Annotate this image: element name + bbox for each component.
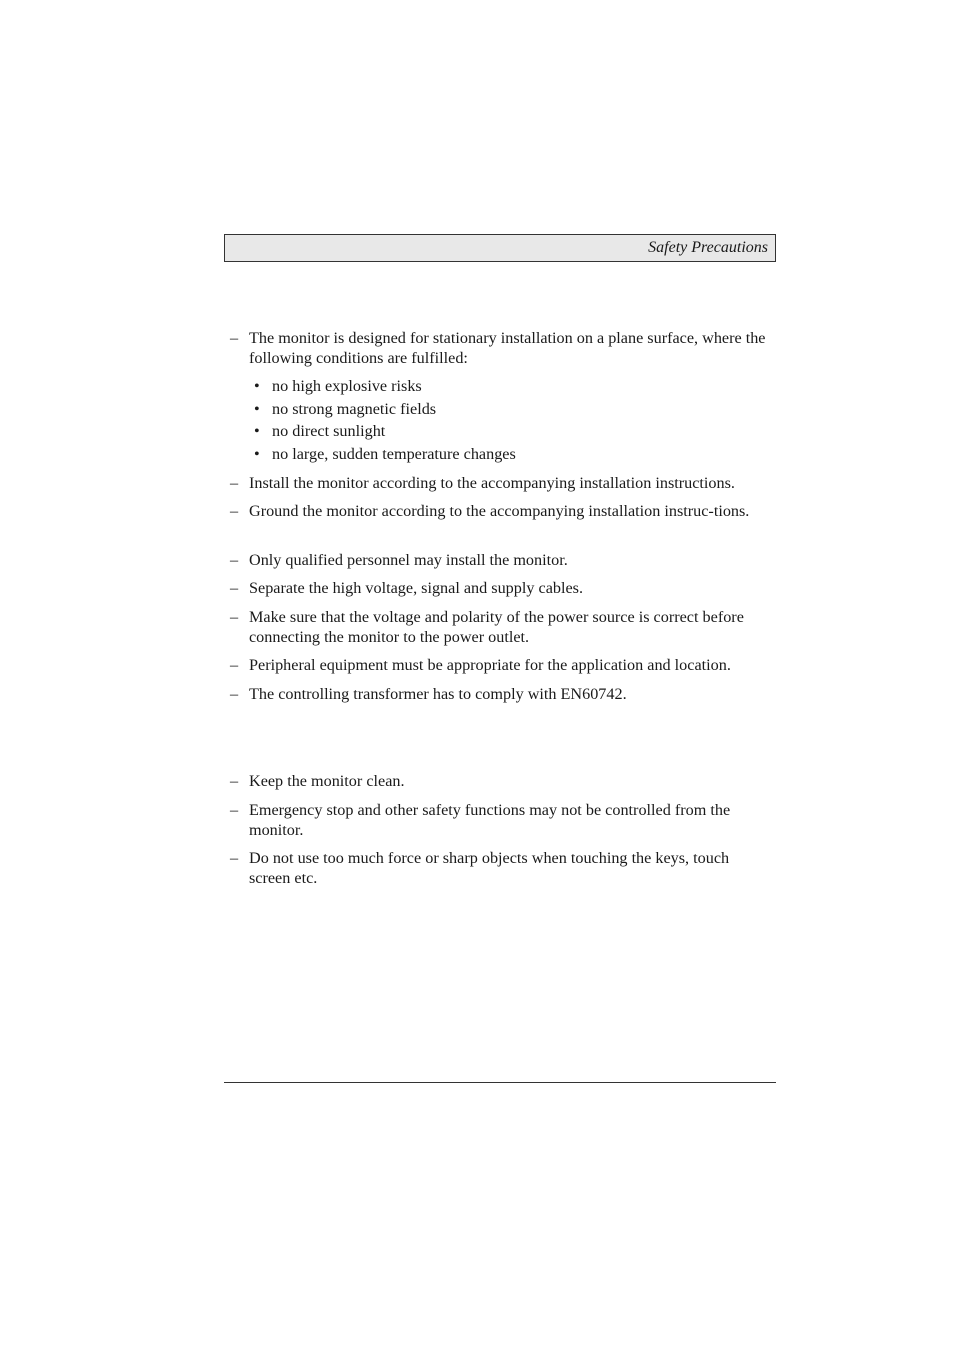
list-item — [230, 655, 770, 675]
dash-marker: – — [230, 801, 239, 819]
list-item — [230, 501, 770, 521]
bullet-item — [254, 421, 754, 441]
list-item-text: Emergency stop and other safety functions may not be controlled from the monitor. — [249, 801, 731, 839]
list-item-text: Make sure that the voltage and polarity of the power source is correct before connecting the monitor to the power outlet. — [249, 608, 744, 646]
bullet-item — [254, 399, 754, 419]
list-item — [230, 771, 770, 791]
dash-marker: – — [230, 656, 239, 674]
bullet-marker: • — [254, 377, 260, 395]
dash-marker: – — [230, 502, 239, 520]
list-item — [230, 578, 770, 598]
bullet-marker: • — [254, 445, 260, 463]
list-item-text: Only qualified personnel may install the monitor. — [249, 551, 568, 569]
list-item-text: Do not use too much force or sharp objects when touching the keys, touch screen etc. — [249, 849, 730, 887]
dash-marker: – — [230, 329, 239, 347]
bullet-item-text: no strong magnetic fields — [272, 400, 437, 418]
dash-marker: – — [230, 474, 239, 492]
dash-marker: – — [230, 849, 239, 867]
list-item-text: Ground the monitor according to the accompanying installation instruc-tions. — [249, 502, 750, 520]
bullet-item-text: no high explosive risks — [272, 377, 422, 395]
footer-rule — [224, 1082, 776, 1083]
bullet-marker: • — [254, 400, 260, 418]
bullet-marker: • — [254, 422, 260, 440]
dash-marker: – — [230, 551, 239, 569]
dash-marker: – — [230, 608, 239, 626]
list-item-text: Peripheral equipment must be appropriate for the application and location. — [249, 656, 731, 674]
dash-marker: – — [230, 772, 239, 790]
list-item-text: The monitor is designed for stationary installation on a plane surface, where the following conditions are fulfilled: — [249, 329, 766, 367]
header-title: Safety Precautions — [648, 239, 768, 256]
list-item-text: The controlling transformer has to comply with EN60742. — [249, 685, 627, 703]
list-item-text: Install the monitor according to the accompanying installation instructions. — [249, 474, 735, 492]
list-item — [230, 800, 770, 840]
bullet-item — [254, 376, 754, 396]
list-item — [230, 848, 770, 888]
list-item-text: Separate the high voltage, signal and supply cables. — [249, 579, 584, 597]
bullet-item-text: no large, sudden temperature changes — [272, 445, 516, 463]
bullet-item-text: no direct sunlight — [272, 422, 386, 440]
bullet-item — [254, 444, 754, 464]
list-item — [230, 607, 770, 647]
list-item — [230, 550, 770, 570]
dash-marker: – — [230, 685, 239, 703]
list-item-text: Keep the monitor clean. — [249, 772, 405, 790]
running-header — [224, 234, 776, 262]
dash-marker: – — [230, 579, 239, 597]
list-item — [230, 473, 770, 493]
list-item — [230, 328, 770, 368]
list-item — [230, 684, 770, 704]
